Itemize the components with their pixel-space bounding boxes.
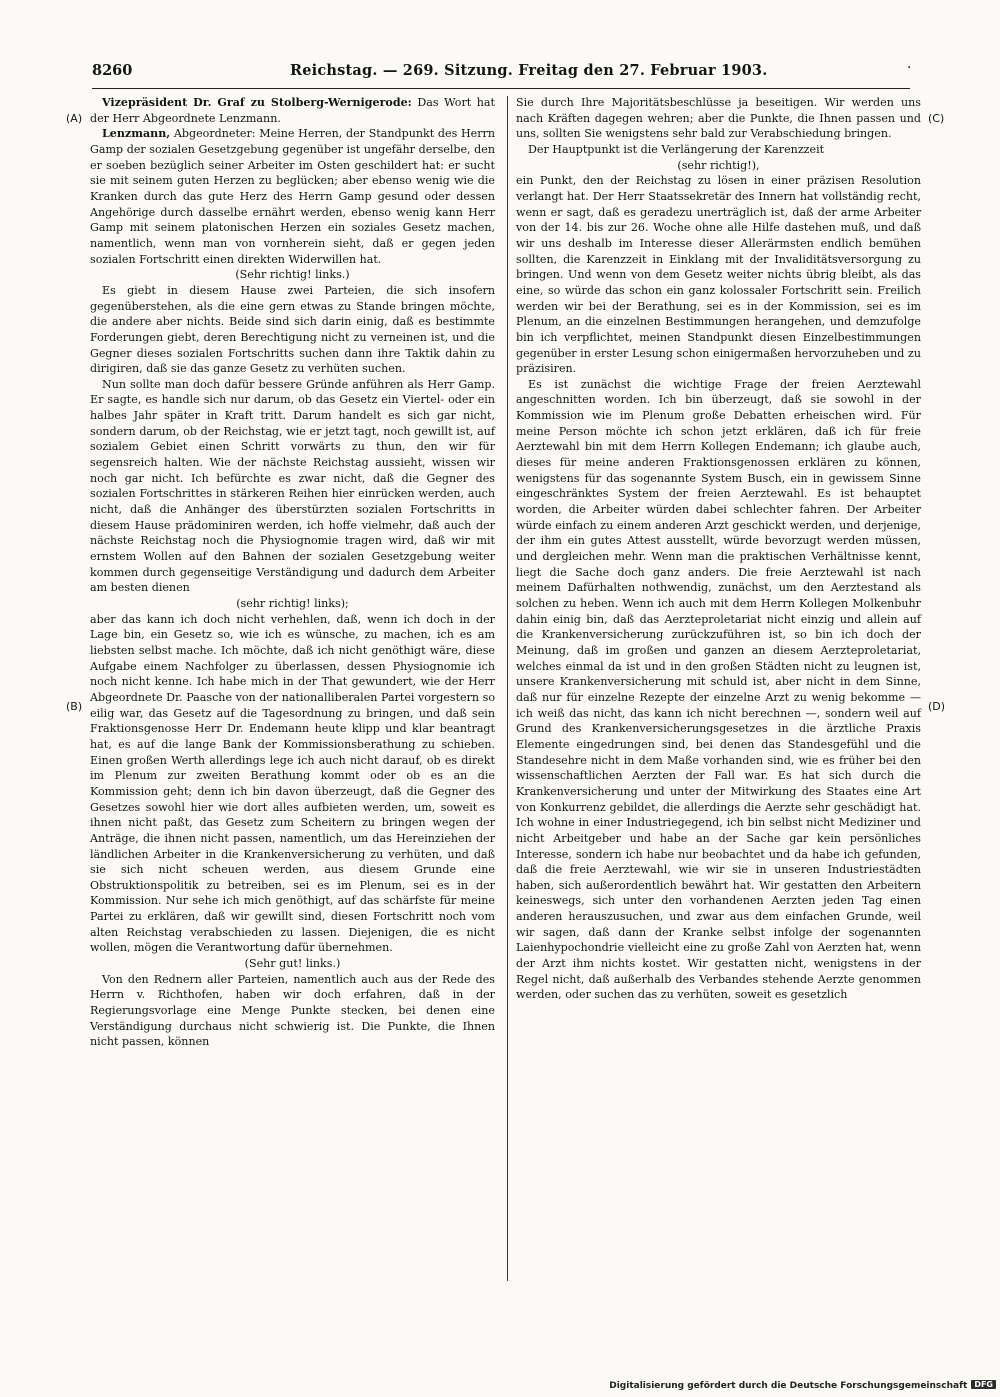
interjection: (Sehr richtig! links.): [235, 268, 350, 282]
left-column: [90, 95, 495, 1050]
paragraph: Von den Rednern aller Parteien, namentlich auch aus der Rede des Herrn v. Richthofen, haben wir doch erfahren, daß in der Regierungsvorlage eine Menge Punkte stecken, bei denen eine Verständigung durchaus nicht schwierig ist. Die Punkte, die Ihnen nicht passen, können: [90, 972, 495, 1049]
dfg-logo-icon: DFG: [971, 1380, 996, 1389]
interjection: (sehr richtig!),: [677, 158, 760, 172]
speech-text: Abgeordneter: Meine Herren, der Standpunkt des Herrn Gamp der sozialen Gesetzgebung gegenüber ist ungefähr derselbe, den er soeben bezüglich seiner Arbeiter im Osten geschildert hat: er sucht sie mit seinem guten Herzen zu beglücken; aber ebenso wenig wie die Kranken durch das gute Herz des Herrn Gamp gesund oder dessen Angehörige durch dasselbe ernährt werden, ebenso wenig kann Herr Gamp mit seinem platonischen Herzen ein soziales Gesetz machen, namentlich, wenn man von vornherein sieht, daß er gegen jeden sozialen Fortschritt einen direkten Widerwillen hat.: [90, 127, 495, 266]
margin-marker-b: (B): [66, 700, 83, 713]
interjection: (Sehr gut! links.): [244, 957, 341, 971]
paragraph: Es ist zunächst die wichtige Frage der freien Aerztewahl angeschnitten worden. Ich bin überzeugt, daß sie sowohl in der Kommission wie im Plenum große Debatten erheischen wird. Für meine Person möchte ich schon jetzt erklären, daß ich für freie Aerztewahl bin mit dem Herrn Kollegen Endemann; ich glaube auch, dieses für meine anderen Fraktionsgenossen erklären zu können, wenigstens für das sogenannte System Busch, ein in gewissem Sinne eingeschränktes System der freien Aerztewahl. Es ist behauptet worden, die Arbeiter würden dabei schlechter fahren. Der Arbeiter würde einfach zu einem anderen Arzt geschickt werden, und derjenige, der ihm ein gutes Attest ausstellt, würde bevorzugt werden müssen, und dergleichen mehr. Wenn man die praktischen Verhältnisse kennt, liegt die Sache doch ganz anders. Die freie Aerztewahl ist nach meinem Dafürhalten nothwendig, zunächst, um den Aerztestand als solchen zu heben. Wenn ich auch mit dem Herrn Kollegen Molkenbuhr dahin einig bin, daß das Aerzteproletariat nicht einzig und allein auf die Krankenversicherung zurückzuführen ist, so bin ich doch der Meinung, daß im großen und ganzen an diesem Aerzteproletariat, welches einmal da ist und in den großen Städten nicht zu leugnen ist, unsere Krankenversicherung mit schuld ist, aber nicht in dem Sinne, daß nur für einzelne Rezepte der einzelne Arzt zu wenig bekomme — ich weiß das nicht, das kann ich nicht berechnen —, sondern weil auf Grund des Krankenversicherungsgesetzes in die ärztliche Praxis Elemente eingedrungen sind, bei denen das Standesgefühl und die Standesehre nicht in dem Maße vorhanden sind, wie es früher bei den wissenschaftlichen Aerzten der Fall war. Es hat sich durch die Krankenversicherung und unter der Mitwirkung des Staates eine Art von Konkurrenz gebildet, die allerdings die Aerzte sehr geschädigt hat. Ich wohne in einer Industriegegend, ich bin selbst nicht Mediziner und nicht Arbeitgeber und habe an der Sache gar kein persönliches Interesse, sondern ich habe nur beobachtet und da habe ich gefunden, daß die freie Aerztewahl, wie wir sie in unseren Industriestädten haben, sich außerordentlich bewährt hat. Wir gestatten den Arbeitern keineswegs, sich unter den vorhandenen Aerzten jeden Tag einen anderen herauszusuchen, und zwar aus dem einfachen Grunde, weil wir sagen, daß dann der Kranke selbst infolge der sogenannten Laienhypochondrie vielleicht eine zu große Zahl von Aerzten hat, wenn der Arzt ihm nichts kostet. Wir gestatten nicht, wenigstens in der Regel nicht, daß außerhalb des Verbandes stehende Aerzte genommen werden, oder suchen das zu verhüten, soweit es gesetzlich: [516, 377, 921, 1002]
paragraph: Sie durch Ihre Majoritätsbeschlüsse ja beseitigen. Wir werden uns nach Kräften dagegen wehren; aber die Punkte, die Ihnen passen und uns, sollten Sie wenigstens sehr bald zur Verabschiedung bringen.: [516, 96, 921, 141]
paragraph: Es giebt in diesem Hause zwei Parteien, die sich insofern gegenüberstehen, als die eine gern etwas zu Stande bringen möchte, die andere aber nichts. Beide sind sich darin einig, daß es bestimmte Forderungen giebt, deren Berechtigung nicht zu verneinen ist, und die Gegner dieses sozialen Fortschritts suchen dann ihre Taktik dahin zu dirigiren, daß sie das ganze Gesetz zu verhüten suchen.: [90, 283, 495, 376]
speaker-name: Lenzmann,: [102, 127, 171, 141]
page-header: [92, 62, 910, 84]
paragraph: aber das kann ich doch nicht verhehlen, daß, wenn ich doch in der Lage bin, ein Gesetz so, wie ich es wünsche, zu machen, ich es am liebsten selbst mache. Ich möchte, daß ich nicht genöthigt wäre, diese Aufgabe einem Nachfolger zu überlassen, dessen Physiognomie ich noch nicht kenne. Ich habe mich in der That gewundert, wie der Herr Abgeordnete Dr. Paasche von der nationalliberalen Partei vorgestern so eilig war, das Gesetz auf die Tagesordnung zu bringen, und daß sein Fraktionsgenosse Herr Dr. Endemann heute klipp und klar beantragt hat, es auf die lange Bank der Kommissionsberathung zu schieben. Einen großen Werth allerdings lege ich auch nicht darauf, ob es direkt im Plenum zur zweiten Berathung kommt oder ob es an die Kommission geht; denn ich bin davon überzeugt, daß die Gegner des Gesetzes sowohl hier wie dort alles aufbieten werden, um, soweit es ihnen nicht paßt, das Gesetz zum Scheitern zu bringen wegen der Anträge, die ihnen nicht passen, namentlich, um das Hereinziehen der ländlichen Arbeiter in die Krankenversicherung zu verhüten, und daß sie sich nicht scheuen werden, aus diesem Grunde eine Obstruktionspolitik zu betreiben, sei es im Plenum, sei es in der Kommission. Nur sehe ich mich genöthigt, auf das schärfste für meine Partei zu erklären, daß wir gewillt sind, diesen Fortschritt noch vom alten Reichstag verabschieden zu lassen. Diejenigen, die es nicht wollen, mögen die Verantwortung dafür übernehmen.: [90, 612, 495, 955]
digitization-footer: [606, 1380, 996, 1394]
margin-marker-d: (D): [928, 700, 946, 713]
header-rule: [92, 88, 910, 89]
header-dot: ·: [907, 60, 912, 76]
right-column: [516, 95, 921, 1003]
speech-text: Das Wort hat der Herr Abgeordnete Lenzmann.: [90, 96, 496, 125]
speaker-name: Vizepräsident Dr. Graf zu Stolberg-Wernigerode:: [102, 96, 412, 109]
column-divider: [507, 96, 508, 1281]
paragraph: [90, 126, 495, 267]
paragraph: Nun sollte man doch dafür bessere Gründe anführen als Herr Gamp. Er sagte, es handle sich nur darum, ob das Gesetz ein Viertel- oder ein halbes Jahr später in Kraft tritt. Darum handelt es sich gar nicht, sondern darum, ob der Reichstag, wie er jetzt tagt, noch gewillt ist, auf sozialem Gebiet einen Schritt vorwärts zu thun, den wir für segensreich halten. Wie der nächste Reichstag aussieht, wissen wir noch gar nicht. Ich befürchte es zwar nicht, daß die Gegner des sozialen Fortschrittes in stärkeren Reihen hier einrücken werden, auch nicht, daß die Anhänger des überstürzten sozialen Fortschritts in diesem Hause prädominiren werden, ich hoffe vielmehr, daß auch der nächste Reichstag noch die Physiognomie tragen wird, daß wir mit ernstem Wollen auf den Bahnen der sozialen Gesetzgebung weiter kommen durch gegenseitige Verständigung und dadurch dem Arbeiter am besten dienen: [90, 377, 495, 595]
page-number: 8260: [92, 62, 133, 79]
paragraph: ein Punkt, den der Reichstag zu lösen in einer präzisen Resolution verlangt hat. Der Herr Staatssekretär des Innern hat vollständig recht, wenn er sagt, daß es geradezu unerträglich ist, daß der arme Arbeiter von der 14. bis zur 26. Woche ohne alle Hilfe dastehen muß, und daß wir uns deshalb im Interesse dieser Allerärmsten endlich bemühen sollten, die Karenzzeit in Einklang mit der Invaliditätsversorgung zu bringen. Und wenn von dem Gesetz weiter nichts übrig bleibt, als das eine, so würde das schon ein ganz kolossaler Fortschritt sein. Freilich werden wir bei der Berathung, sei es in der Kommission, sei es im Plenum, an die einzelnen Bestimmungen herangehen, und demzufolge bin ich verpflichtet, meinen Standpunkt diesen Einzelbestimmungen gegenüber in erster Lesung schon einigermaßen hervorzuheben und zu präzisiren.: [516, 174, 921, 376]
interjection: (sehr richtig! links);: [236, 597, 349, 610]
paragraph: [90, 95, 495, 126]
margin-marker-c: (C): [928, 112, 945, 125]
margin-marker-a: (A): [66, 112, 83, 125]
paragraph: Der Hauptpunkt ist die Verlängerung der Karenzzeit: [528, 142, 825, 156]
running-title: Reichstag. — 269. Sitzung. Freitag den 27. Februar 1903.: [290, 62, 768, 79]
footer-text: Digitalisierung gefördert durch die Deutsche Forschungsgemeinschaft: [609, 1381, 968, 1391]
